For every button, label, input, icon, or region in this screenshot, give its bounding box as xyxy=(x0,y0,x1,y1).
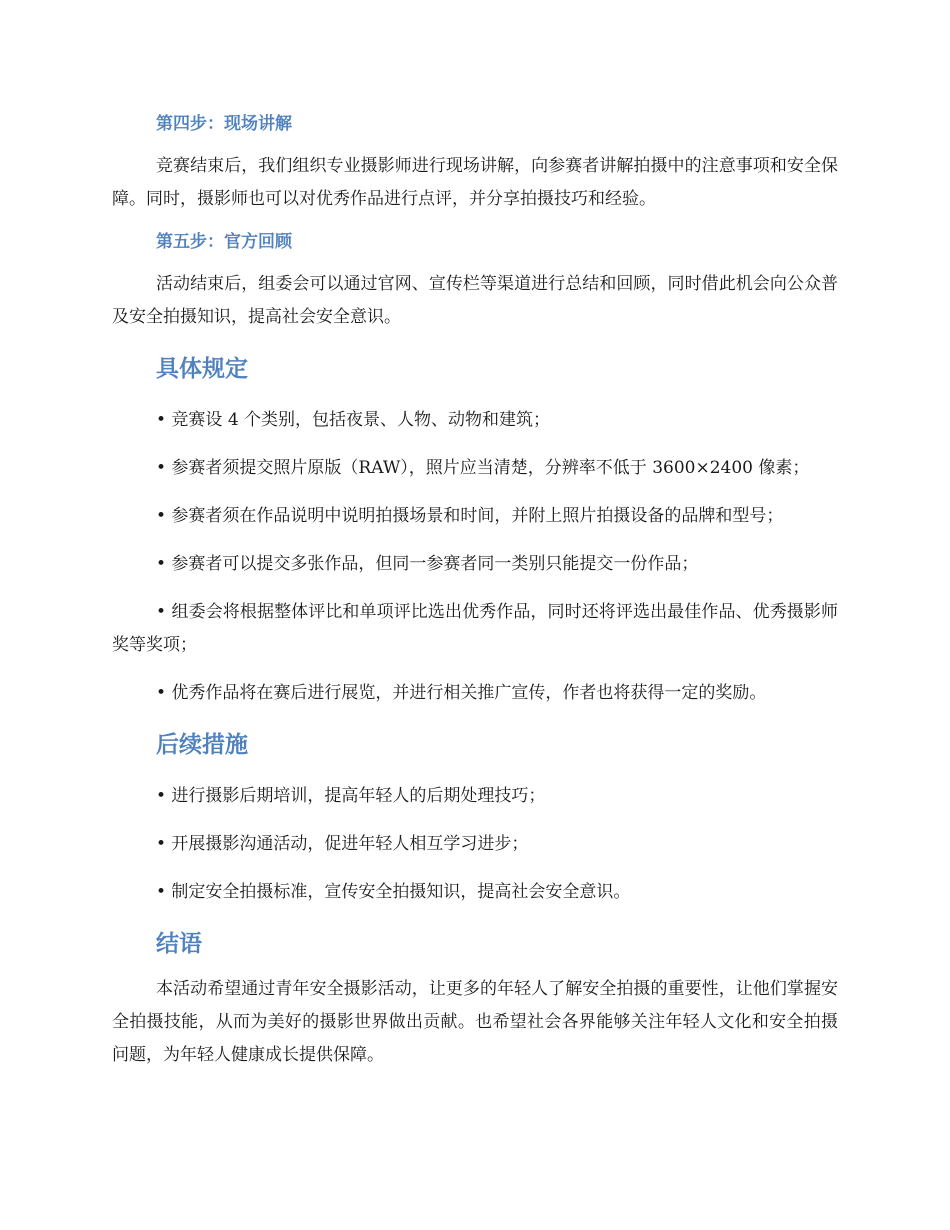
conclusion-heading: 结语 xyxy=(156,931,202,957)
rules-item: • 竞赛设 4 个类别，包括夜景、人物、动物和建筑； xyxy=(156,410,551,430)
rules-item: • 组委会将根据整体评比和单项评比选出优秀作品，同时还将评选出最佳作品、优秀摄影师奖等奖项； xyxy=(112,602,838,655)
step5-heading: 第五步：官方回顾 xyxy=(156,232,292,252)
step5-paragraph: 活动结束后，组委会可以通过官网、宣传栏等渠道进行总结和回顾，同时借此机会向公众普及安全拍摄知识，提高社会安全意识。 xyxy=(112,274,838,327)
followup-item: • 制定安全拍摄标准，宣传安全拍摄知识，提高社会安全意识。 xyxy=(156,882,631,902)
step4-paragraph: 竞赛结束后，我们组织专业摄影师进行现场讲解，向参赛者讲解拍摄中的注意事项和安全保障。同时，摄影师也可以对优秀作品进行点评，并分享拍摄技巧和经验。 xyxy=(112,156,838,209)
conclusion-paragraph: 本活动希望通过青年安全摄影活动，让更多的年轻人了解安全拍摄的重要性，让他们掌握安全拍摄技能，从而为美好的摄影世界做出贡献。也希望社会各界能够关注年轻人文化和安全拍摄问题，为年轻人健康成长提供保障。 xyxy=(112,979,838,1065)
rules-heading: 具体规定 xyxy=(156,356,248,382)
step4-heading: 第四步：现场讲解 xyxy=(156,114,292,134)
rules-item: • 参赛者须提交照片原版（RAW），照片应当清楚，分辨率不低于 3600×2400 像素； xyxy=(156,458,810,478)
followup-heading: 后续措施 xyxy=(156,732,248,758)
rules-item: • 参赛者须在作品说明中说明拍摄场景和时间，并附上照片拍摄设备的品牌和型号； xyxy=(156,506,784,526)
followup-item: • 进行摄影后期培训，提高年轻人的后期处理技巧； xyxy=(156,786,546,806)
followup-item: • 开展摄影沟通活动，促进年轻人相互学习进步； xyxy=(156,834,529,854)
rules-item: • 优秀作品将在赛后进行展览，并进行相关推广宣传，作者也将获得一定的奖励。 xyxy=(156,683,767,703)
rules-item: • 参赛者可以提交多张作品，但同一参赛者同一类别只能提交一份作品； xyxy=(156,554,699,574)
